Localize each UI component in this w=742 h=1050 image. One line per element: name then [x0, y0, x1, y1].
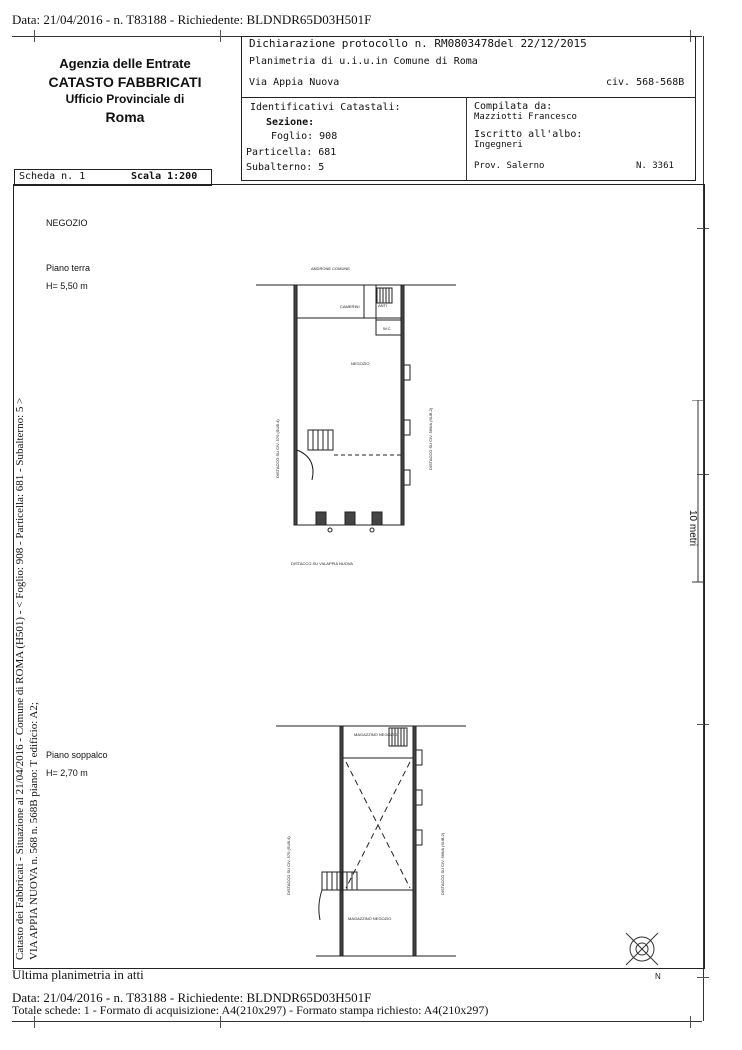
scala-label: Scala 1:200 [131, 171, 198, 182]
scale-label: 10 metri [687, 510, 698, 547]
scale-bar [690, 400, 706, 590]
compilata-label: Compilata da: [474, 101, 553, 112]
prov-value: Prov. Salerno [474, 161, 545, 171]
via-line: Via Appia Nuova [249, 77, 340, 88]
floor1-name: Piano terra [46, 263, 91, 273]
distacco-right-2: DISTACCO SU CIV. 566/A (SUB.2) [440, 832, 445, 895]
mezzanine-plan [276, 720, 466, 965]
distacco-left-1: DISTACCO SU CIV. 570 (SUB.4) [275, 419, 280, 478]
city-name: Roma [105, 108, 145, 125]
distacco-left-2: DISTACCO SU CIV. 570 (SUB.4) [286, 836, 291, 895]
ultima-planimetria: Ultima planimetria in atti [12, 967, 144, 982]
footer-request-line: Data: 21/04/2016 - n. T83188 - Richiedente: BLDNDR65D03H501F [12, 990, 372, 1005]
floor1-height: H= 5,50 m [46, 281, 88, 291]
wc-label: W.C. [383, 326, 392, 331]
camerini-label: CAMERINI [340, 304, 360, 309]
ground-floor-plan [256, 260, 456, 570]
subalterno-value: Subalterno: 5 [246, 162, 325, 173]
num-value: N. 3361 [636, 161, 674, 171]
androne-label: ANDRONE COMUNE [311, 266, 350, 271]
particella-value: Particella: 681 [246, 147, 337, 158]
mag-top-label: MAGAZZINO NEGOZIO [354, 732, 398, 737]
north-label: N [655, 972, 661, 981]
negozio-label: NEGOZIO [351, 361, 370, 366]
header-request-line: Data: 21/04/2016 - n. T83188 - Richiedente: BLDNDR65D03H501F [12, 12, 372, 27]
side-note-address: VIA APPIA NUOVA n. 568 n. 568B piano: T edificio: A2; [28, 702, 40, 960]
scheda-label: Scheda n. 1 [19, 171, 86, 182]
distacco-right-1: DISTACCO SU CIV. 566/A (SUB.2) [428, 407, 433, 470]
agency-name: Agenzia delle Entrate [59, 56, 191, 71]
frame-bottom-line [12, 1021, 702, 1022]
floor2-height: H= 2,70 m [46, 768, 88, 778]
frame-tick [34, 30, 35, 42]
frame-tick [220, 30, 221, 42]
frame-tick [697, 977, 709, 978]
office-block [40, 56, 210, 126]
side-note-catasto: Catasto dei Fabbricati - Situazione al 21/04/2016 - Comune di ROMA (H501) - < Foglio: 908 - Particella: 681 - Subalterno: 5 > [14, 397, 26, 960]
catasto-title: CATASTO FABBRICATI [48, 73, 202, 90]
foglio-value: Foglio: 908 [271, 131, 338, 142]
iscritto-label: Iscritto all'albo: [474, 129, 583, 140]
footer-totale-line: Totale schede: 1 - Formato di acquisizione: A4(210x297) - Formato stampa richiesto: A4(210x297) [12, 1003, 489, 1017]
ident-title: Identificativi Catastali: [250, 102, 401, 113]
distacco-bottom-label: DISTACCO SU VIA APPIA NUOVA [291, 561, 353, 566]
floor2-name: Piano soppalco [46, 750, 108, 760]
sezione-label: Sezione: [266, 117, 315, 128]
ufficio-label: Ufficio Provinciale di [65, 92, 185, 107]
protocollo-line: Dichiarazione protocollo n. RM0803478del 22/12/2015 [249, 37, 587, 50]
box-divider [466, 97, 467, 180]
planimetria-line: Planimetria di u.i.u.in Comune di Roma [249, 56, 478, 67]
civ-line: civ. 568-568B [606, 77, 685, 88]
compiler-name: Mazziotti Francesco [474, 112, 577, 122]
use-label: NEGOZIO [46, 218, 88, 228]
albo-value: Ingegneri [474, 140, 523, 150]
anti-label: ANTI [378, 303, 388, 308]
mag-bottom-label: MAGAZZINO NEGOZIO [348, 916, 392, 921]
frame-tick [690, 1016, 691, 1028]
